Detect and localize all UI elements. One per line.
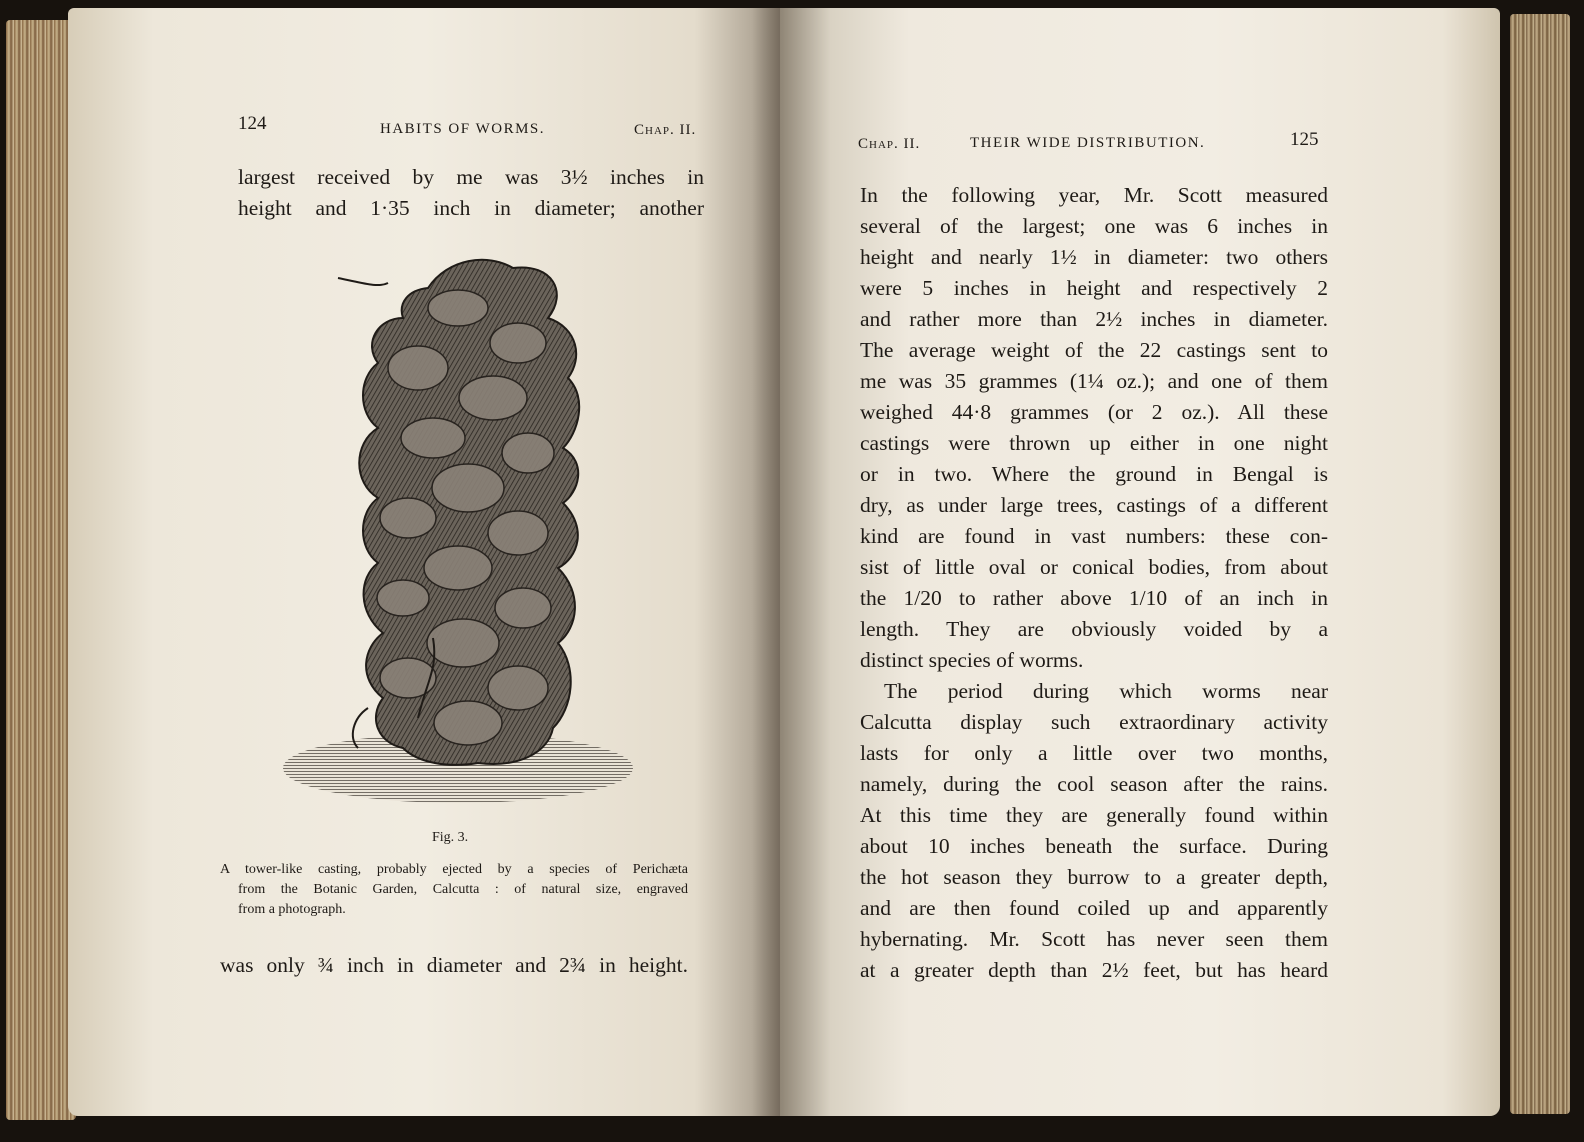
left-page bbox=[68, 8, 780, 1116]
right-page-edges bbox=[1510, 14, 1570, 1114]
caption-line: from the Botanic Garden, Calcutta : of natural size, engraved bbox=[238, 882, 688, 897]
text-line: several of the largest; one was 6 inches in bbox=[860, 214, 1328, 238]
text-line: largest received by me was 3½ inches in bbox=[238, 165, 704, 189]
text-line: At this time they are generally found within bbox=[860, 803, 1328, 827]
text-line: at a greater depth than 2½ feet, but has heard bbox=[860, 958, 1328, 982]
right-page-number: 125 bbox=[1290, 129, 1319, 150]
text-line: Calcutta display such extraordinary activity bbox=[860, 710, 1328, 734]
text-line: lasts for only a little over two months, bbox=[860, 741, 1328, 765]
text-line: castings were thrown up either in one night bbox=[860, 431, 1328, 455]
text-line: were 5 inches in height and respectively 2 bbox=[860, 276, 1328, 300]
right-body-text bbox=[860, 180, 1328, 986]
text-line: kind are found in vast numbers: these con- bbox=[860, 524, 1328, 548]
right-running-head: THEIR WIDE DISTRIBUTION. bbox=[970, 135, 1206, 151]
text-line: about 10 inches beneath the surface. During bbox=[860, 834, 1328, 858]
left-page-number: 124 bbox=[238, 113, 267, 134]
text-line: sist of little oval or conical bodies, from about bbox=[860, 555, 1328, 579]
text-line: height and nearly 1½ in diameter: two others bbox=[860, 245, 1328, 269]
text-line: me was 35 grammes (1¼ oz.); and one of them bbox=[860, 369, 1328, 393]
left-top-paragraph bbox=[238, 162, 704, 224]
text-line: namely, during the cool season after the rains. bbox=[860, 772, 1328, 796]
tower-casting-illustration bbox=[278, 248, 638, 818]
text-line: the hot season they burrow to a greater depth, bbox=[860, 865, 1328, 889]
text-line: or in two. Where the ground in Bengal is bbox=[860, 462, 1328, 486]
text-line: hybernating. Mr. Scott has never seen them bbox=[860, 927, 1328, 951]
text-line: In the following year, Mr. Scott measured bbox=[860, 183, 1328, 207]
text-line: length. They are obviously voided by a bbox=[860, 617, 1328, 641]
left-page-edges bbox=[6, 20, 76, 1120]
text-line: weighed 44·8 grammes (or 2 oz.). All these bbox=[860, 400, 1328, 424]
text-line: distinct species of worms. bbox=[860, 648, 1084, 672]
figure-label: Fig. 3. bbox=[432, 830, 469, 845]
text-line: and rather more than 2½ inches in diameter. bbox=[860, 307, 1328, 331]
right-page bbox=[780, 8, 1500, 1116]
text-line: height and 1·35 inch in diameter; another bbox=[238, 196, 704, 220]
text-line: was only ¾ inch in diameter and 2¾ in height. bbox=[220, 953, 688, 977]
text-line: The average weight of the 22 castings sent to bbox=[860, 338, 1328, 362]
text-line: The period during which worms near bbox=[884, 679, 1328, 703]
left-running-head: HABITS OF WORMS. bbox=[380, 121, 545, 137]
text-line: and are then found coiled up and apparently bbox=[860, 896, 1328, 920]
figure-caption bbox=[220, 860, 688, 920]
text-line: the 1/20 to rather above 1/10 of an inch in bbox=[860, 586, 1328, 610]
right-chapter-label: Chap. II. bbox=[858, 136, 921, 152]
left-chapter-label: Chap. II. bbox=[634, 122, 697, 138]
text-line: dry, as under large trees, castings of a different bbox=[860, 493, 1328, 517]
left-bottom-paragraph bbox=[220, 950, 688, 981]
caption-line: from a photograph. bbox=[238, 902, 346, 917]
caption-line: A tower-like casting, probably ejected by a species of Perichæta bbox=[220, 862, 688, 877]
